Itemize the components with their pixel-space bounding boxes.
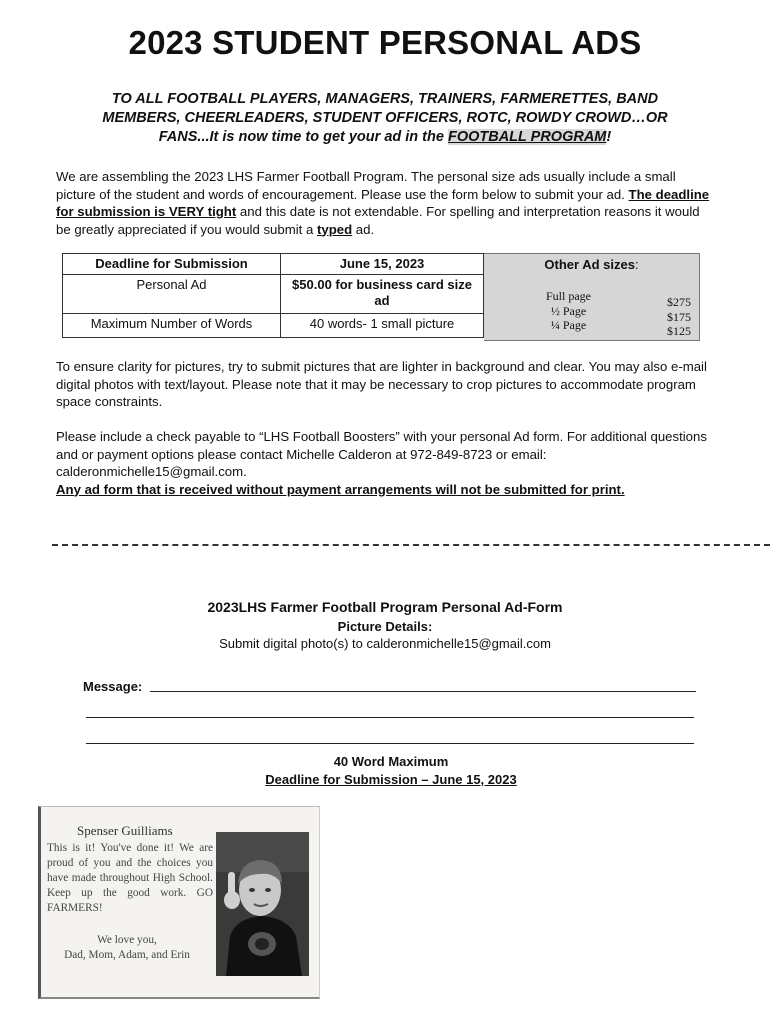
p1-deadline-emphasis: The deadline for submission is VERY tight: [56, 186, 710, 219]
form-deadline-text: Deadline for Submission – June 15, 2023: [265, 772, 517, 787]
table-cell: Personal Ad: [63, 275, 281, 314]
size-item: ½ Page: [550, 303, 587, 318]
message-line-3[interactable]: [86, 743, 694, 744]
intro-end: !: [606, 129, 612, 145]
other-title-text: Other Ad sizes: [544, 257, 635, 272]
table-cell: 40 words- 1 small picture: [281, 314, 484, 338]
table-cell: Deadline for Submission: [63, 254, 281, 275]
price-item: $275: [667, 295, 691, 309]
sample-ad: [38, 806, 320, 999]
size-item: Full page: [546, 289, 591, 303]
p1-typed-emphasis: typed: [316, 221, 353, 237]
word-maximum-note: 40 Word Maximum: [333, 754, 449, 769]
sample-ad-body: This is it! You've done it! We are proud of you and the choices you have made throughout High School. Keep up the good work. GO FARMERS!: [47, 842, 213, 914]
message-label: Message:: [83, 679, 143, 694]
price-item: $175: [667, 309, 691, 324]
student-photo-image: [216, 832, 309, 976]
p1-text-e: ad.: [352, 221, 375, 237]
picture-clarity-paragraph: To ensure clarity for pictures, try to submit pictures that are lighter in background and clear. You may also e-mail digital photos with text/layout. Please note that it may be necessary to crop pictures to accommodate program space constraints.: [56, 359, 707, 409]
instructions-paragraph: [56, 168, 716, 238]
size-list: [546, 289, 591, 333]
other-ad-sizes-title: [484, 257, 699, 272]
picture-details-heading: Picture Details:: [337, 619, 433, 634]
sample-ad-love: We love you,: [97, 934, 157, 946]
payment-paragraph: [56, 428, 716, 498]
table-row: [63, 275, 484, 314]
price-list: [667, 295, 691, 339]
p3-text: Please include a check payable to “LHS Football Boosters” with your personal Ad form. For additional questions and or payment options please contact Michelle Calderon at 972-849-8723 or email: calderonmichelle15@gmail.com.: [56, 429, 707, 479]
page-title: 2023 STUDENT PERSONAL ADS: [128, 24, 642, 61]
message-line-1[interactable]: [150, 691, 696, 692]
intro-text: TO ALL FOOTBALL PLAYERS, MANAGERS, TRAINERS, FARMERETTES, BAND MEMBERS, CHEERLEADERS, STUDENT OFFICERS, ROTC, ROWDY CROWD…OR FANS...It is now time to get your ad in the: [102, 91, 668, 145]
sample-ad-photo: [216, 832, 309, 976]
sample-ad-closing: [47, 933, 207, 963]
form-deadline: [0, 772, 770, 787]
other-ad-sizes-box: [484, 253, 700, 341]
intro-heading: [80, 90, 690, 147]
intro-highlight: FOOTBALL PROGRAM: [447, 129, 607, 145]
table-cell: June 15, 2023: [281, 254, 484, 275]
submit-photo-instructions: Submit digital photo(s) to calderonmichelle15@gmail.com: [219, 636, 551, 651]
cut-line-divider: [52, 544, 770, 546]
payment-warning: Any ad form that is received without payment arrangements will not be submitted for print.: [56, 481, 625, 497]
table-cell: Maximum Number of Words: [63, 314, 281, 338]
size-item: ¼ Page: [550, 318, 587, 332]
price-item: $125: [667, 324, 691, 338]
sample-ad-signature: Dad, Mom, Adam, and Erin: [64, 949, 190, 961]
table-cell: $50.00 for business card size ad: [281, 275, 484, 314]
sample-ad-name: Spenser Guilliams: [77, 823, 173, 838]
p1-text-c: and this date is not extendable. For spelling and interpretation reasons it would be greatly appreciated if you would submit a: [56, 204, 700, 237]
message-line-2[interactable]: [86, 717, 694, 718]
table-row: [63, 254, 484, 275]
other-title-colon: :: [634, 257, 639, 272]
deadline-table: [62, 253, 484, 338]
table-row: [63, 314, 484, 338]
ad-form-title: 2023LHS Farmer Football Program Personal Ad-Form: [207, 599, 563, 615]
p1-text-a: We are assembling the 2023 LHS Farmer Football Program. The personal size ads usually include a small picture of the student and words of encouragement. Please use the form below to submit your ad.: [56, 169, 676, 202]
